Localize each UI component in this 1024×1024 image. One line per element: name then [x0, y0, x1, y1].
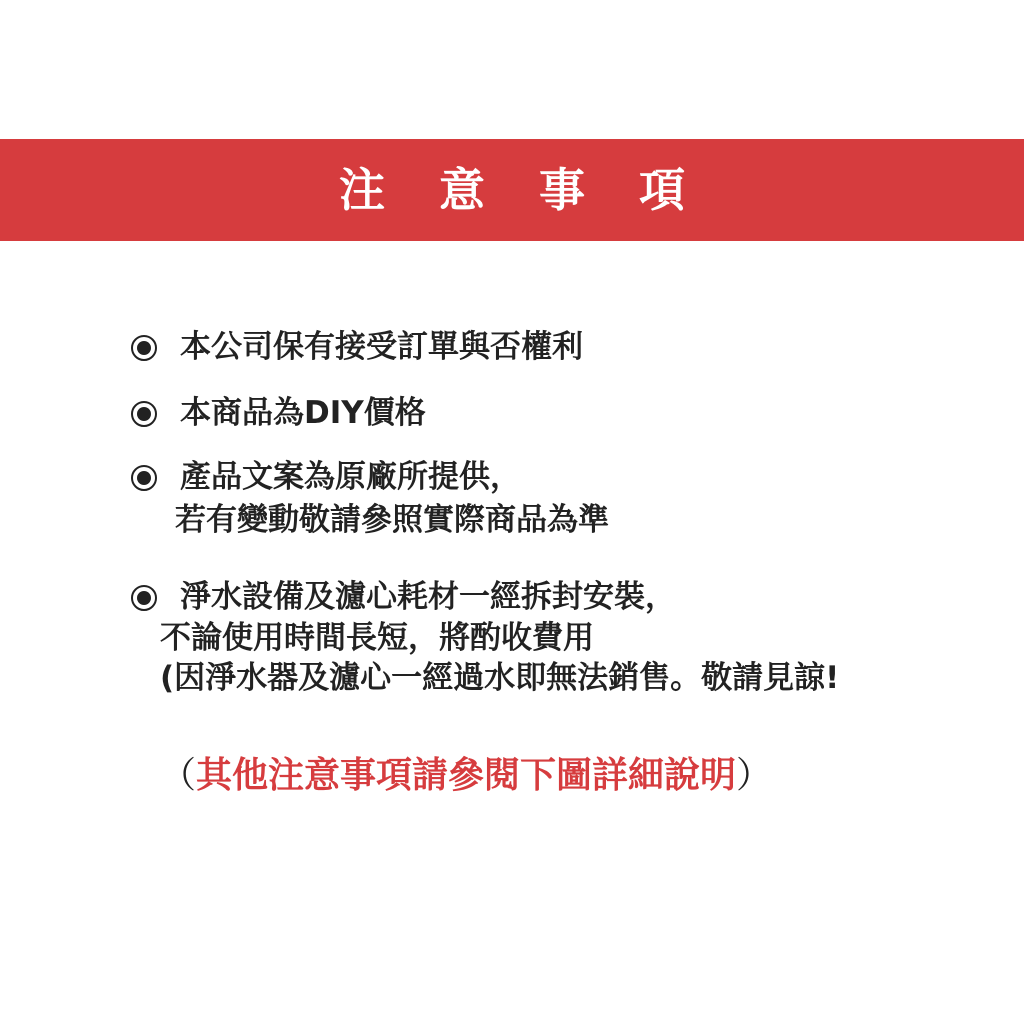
note-2-line-1: 本商品為DIY價格 — [180, 395, 426, 431]
closing-note-text: 其他注意事項請參閱下圖詳細說明 — [196, 755, 737, 796]
radio-bullet-icon — [131, 335, 157, 361]
note-4-line-1: 淨水設備及濾心耗材一經拆封安裝， — [180, 579, 676, 615]
closing-open-paren: （ — [160, 755, 197, 796]
note-1-line-1: 本公司保有接受訂單與否權利 — [180, 329, 583, 365]
closing-note — [160, 755, 773, 796]
note-4-line-2: 不論使用時間長短，將酌收費用 — [160, 620, 594, 656]
note-4-line-3: (因淨水器及濾心一經過水即無法銷售。敬請見諒! — [160, 660, 840, 696]
radio-bullet-icon — [131, 585, 157, 611]
header-banner — [0, 139, 1024, 241]
closing-close-paren: ） — [736, 755, 773, 796]
note-3-line-2: 若有變動敬請參照實際商品為準 — [175, 502, 609, 538]
radio-bullet-icon — [131, 465, 157, 491]
note-3-line-1: 產品文案為原廠所提供， — [180, 459, 521, 495]
radio-bullet-icon — [131, 401, 157, 427]
page-title: 注意事項 — [339, 163, 739, 217]
